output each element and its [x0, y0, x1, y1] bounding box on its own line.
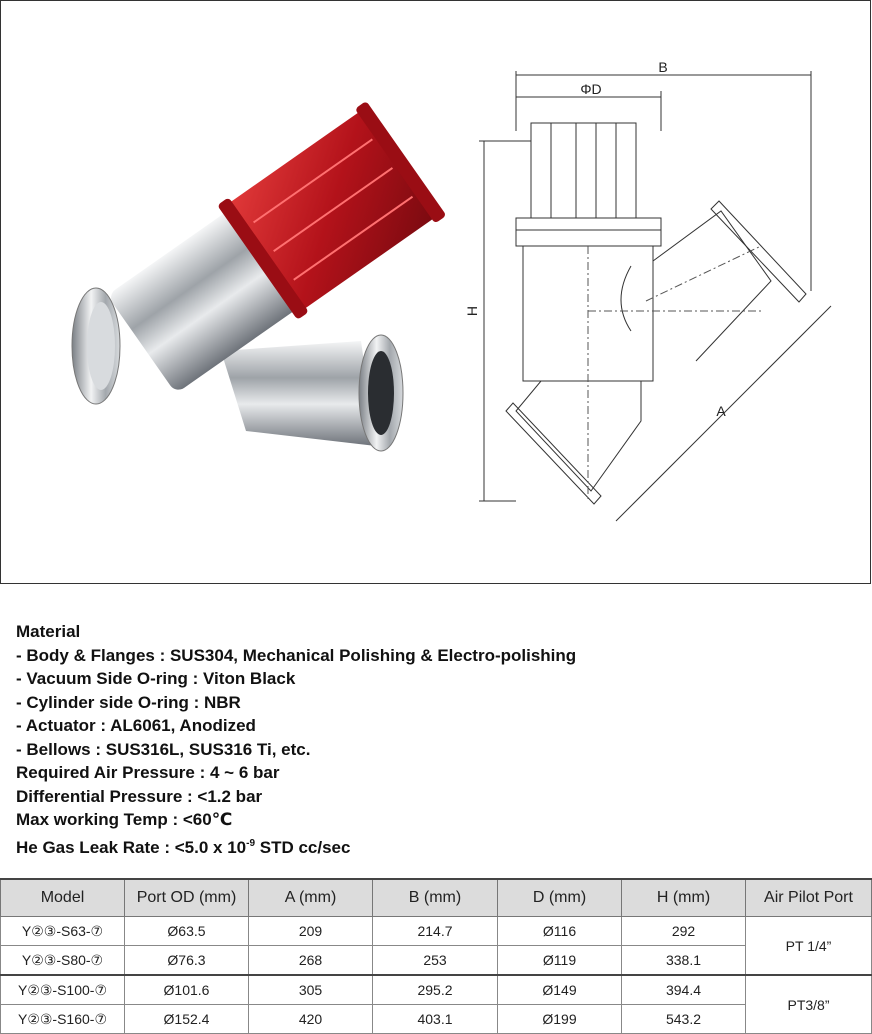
cell-d: Ø116 [498, 917, 622, 946]
cell-a: 305 [249, 975, 373, 1005]
cell-a: 209 [249, 917, 373, 946]
header-d: D (mm) [498, 879, 622, 917]
cell-b: 295.2 [373, 975, 498, 1005]
cell-d: Ø199 [498, 1005, 622, 1034]
inlet-flange [72, 288, 120, 404]
cell-a: 268 [249, 946, 373, 976]
header-model: Model [1, 879, 125, 917]
spec-body-flanges: - Body & Flanges : SUS304, Mechanical Polishing & Electro-polishing [16, 645, 577, 665]
cell-port-od: Ø76.3 [125, 946, 249, 976]
cell-d: Ø119 [498, 946, 622, 976]
spec-air-pressure: Required Air Pressure : 4 ~ 6 bar [16, 763, 280, 782]
spec-vacuum-oring: - Vacuum Side O-ring : Viton Black [16, 669, 296, 688]
header-port-od: Port OD (mm) [125, 879, 249, 917]
cell-h: 338.1 [622, 946, 746, 976]
cell-d: Ø149 [498, 975, 622, 1005]
spec-max-temp: Max working Temp : <60℃ [16, 810, 233, 829]
cell-port-od: Ø101.6 [125, 975, 249, 1005]
cell-air-pilot-port: PT3/8” [746, 975, 872, 1034]
material-heading: Material [16, 622, 81, 641]
spec-cylinder-oring: - Cylinder side O-ring : NBR [16, 692, 241, 712]
cell-h: 292 [622, 917, 746, 946]
dimension-label-b: B [658, 59, 668, 75]
dimension-label-h: H [464, 305, 480, 317]
cell-model: Y②③-S160-⑦ [1, 1005, 125, 1034]
cell-air-pilot-port: PT 1/4” [746, 917, 872, 976]
specification-list [16, 620, 576, 859]
outlet-port [221, 335, 403, 451]
cell-port-od: Ø152.4 [125, 1005, 249, 1034]
dimension-drawing [464, 59, 831, 531]
leak-rate-suffix: STD cc/sec [255, 837, 351, 857]
cell-a: 420 [249, 1005, 373, 1034]
cell-b: 214.7 [373, 917, 498, 946]
header-h: H (mm) [622, 879, 746, 917]
table-row [1, 917, 872, 946]
cell-model: Y②③-S63-⑦ [1, 917, 125, 946]
cell-model: Y②③-S100-⑦ [1, 975, 125, 1005]
spec-diff-pressure: Differential Pressure : <1.2 bar [16, 786, 263, 806]
header-a: A (mm) [249, 879, 373, 917]
cell-b: 403.1 [373, 1005, 498, 1034]
dimension-label-d: ΦD [580, 81, 602, 97]
dimension-label-a: A [716, 403, 726, 419]
leak-rate-prefix: He Gas Leak Rate : <5.0 x 10 [16, 837, 247, 857]
cell-b: 253 [373, 946, 498, 976]
table-row [1, 1005, 872, 1034]
cell-h: 394.4 [622, 975, 746, 1005]
valve-product-image [31, 101, 491, 601]
cell-h: 543.2 [622, 1005, 746, 1034]
spec-bellows: - Bellows : SUS316L, SUS316 Ti, etc. [16, 739, 311, 759]
table-row [1, 975, 872, 1005]
table-row [1, 946, 872, 976]
header-air-pilot-port: Air Pilot Port [746, 879, 872, 917]
model-dimension-table [0, 878, 872, 1034]
leak-rate-exponent: -9 [246, 837, 256, 849]
spec-leak-rate [16, 832, 576, 860]
header-b: B (mm) [373, 879, 498, 917]
cell-model: Y②③-S80-⑦ [1, 946, 125, 976]
table-header-row [1, 879, 872, 917]
cell-port-od: Ø63.5 [125, 917, 249, 946]
spec-actuator: - Actuator : AL6061, Anodized [16, 716, 256, 735]
